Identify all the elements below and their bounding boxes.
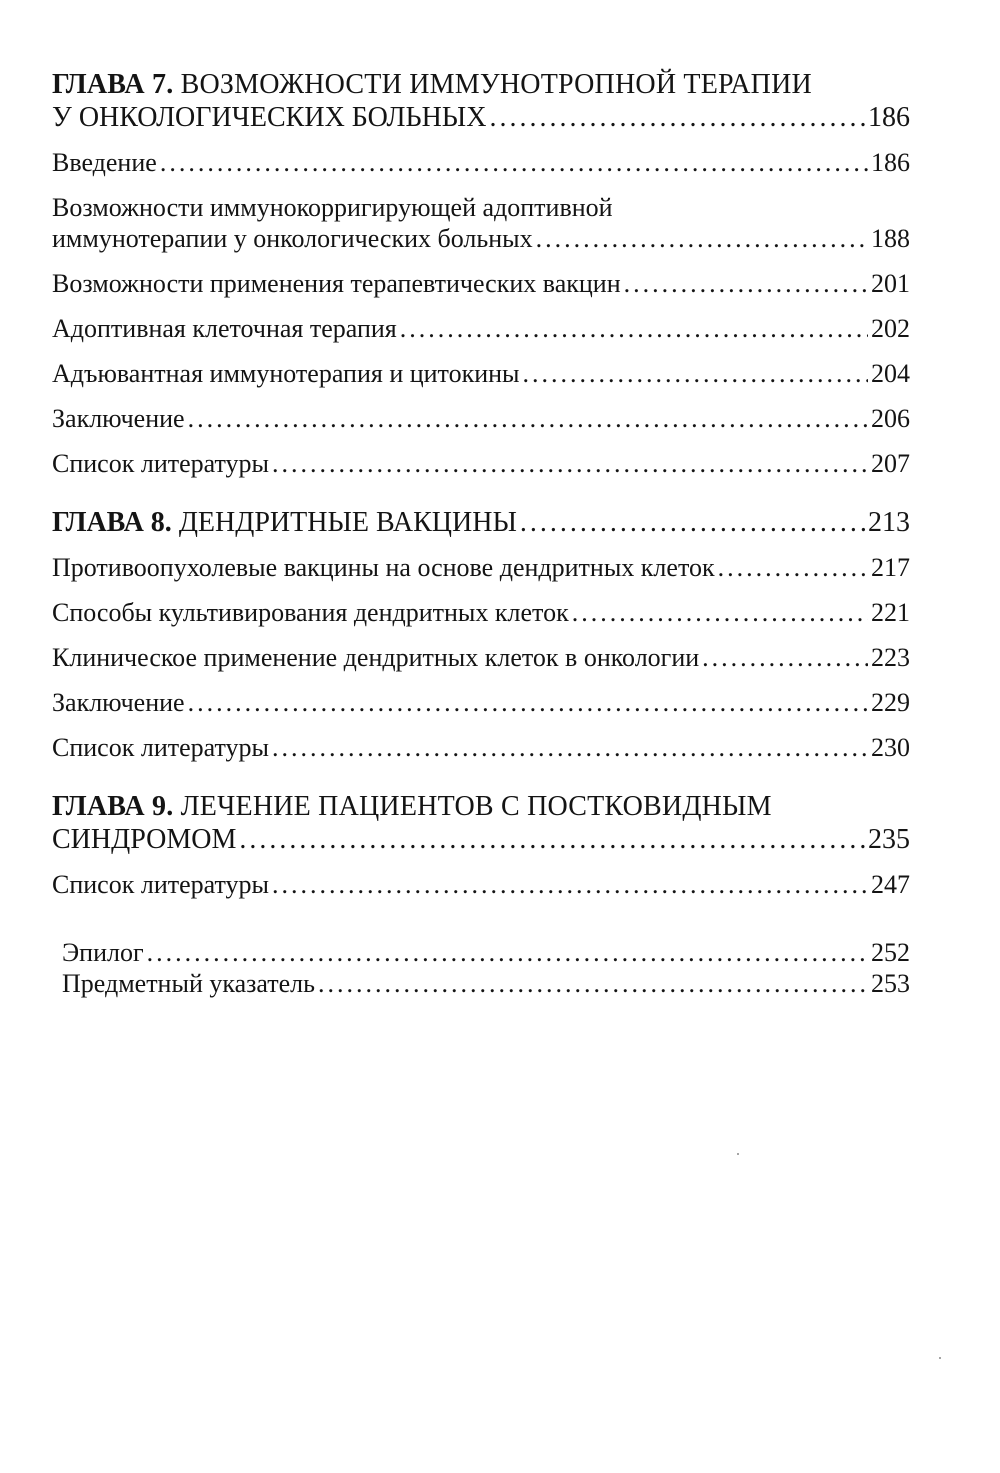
toc-entry [52, 192, 910, 255]
chapter-7 [52, 68, 910, 480]
entry-title: Способы культивирования дендритных клеток [52, 598, 569, 627]
page-number: 229 [871, 688, 910, 717]
chapter-number: ГЛАВА 8. [52, 507, 172, 538]
dot-leader [272, 732, 868, 764]
page-number: 206 [871, 404, 910, 433]
page-number: 221 [871, 598, 910, 627]
dot-leader [702, 642, 868, 674]
chapter-title: ДЕНДРИТНЫЕ ВАКЦИНЫ [171, 507, 517, 538]
page-number: 204 [871, 359, 910, 388]
page-number: 186 [868, 102, 910, 133]
toc-row [52, 101, 910, 134]
dot-leader [536, 223, 868, 255]
toc-entry [52, 687, 910, 719]
chapter-number: ГЛАВА 9. [52, 791, 174, 822]
page-number: 186 [871, 148, 910, 177]
toc-entry [52, 642, 910, 674]
entry-title: иммунотерапии у онкологических больных [52, 224, 533, 253]
entry-title: Адоптивная клеточная терапия [52, 314, 397, 343]
entry-title: Противоопухолевые вакцины на основе дендритных клеток [52, 553, 715, 582]
entry-title: Клиническое применение дендритных клеток в онкологии [52, 643, 700, 672]
dot-leader [520, 506, 865, 539]
entry-title-first-line: Возможности иммунокорригирующей адоптивной [52, 193, 613, 222]
dot-leader [400, 313, 868, 345]
chapter-title-continued: СИНДРОМОМ [52, 824, 237, 855]
dot-leader [489, 101, 865, 134]
chapter-heading [52, 68, 910, 134]
dot-leader [718, 552, 868, 584]
toc-entry [62, 937, 910, 968]
dot-leader [147, 937, 868, 968]
scan-speck [939, 1357, 941, 1359]
dot-leader [160, 147, 868, 179]
chapter-title: ЛЕЧЕНИЕ ПАЦИЕНТОВ С ПОСТКОВИДНЫМ [173, 791, 772, 822]
page-number: 252 [871, 938, 910, 967]
entry-title: Список литературы [52, 733, 269, 762]
chapter-title-continued: У ОНКОЛОГИЧЕСКИХ БОЛЬНЫХ [52, 102, 487, 133]
page-number: 207 [871, 449, 910, 478]
entry-title: Возможности применения терапевтических вакцин [52, 269, 621, 298]
page-number: 201 [871, 269, 910, 298]
toc-entry [52, 597, 910, 629]
page-number: 253 [871, 969, 910, 998]
chapter-number: ГЛАВА 7. [52, 69, 174, 100]
toc-entry [52, 552, 910, 584]
toc-entry [52, 732, 910, 764]
toc-entry [52, 268, 910, 300]
chapter-9 [52, 790, 910, 901]
toc-entry [52, 358, 910, 390]
scan-speck [737, 1153, 739, 1155]
chapter-title: ВОЗМОЖНОСТИ ИММУНОТРОПНОЙ ТЕРАПИИ [173, 69, 812, 100]
toc-row [52, 506, 910, 539]
page-number: 188 [871, 224, 910, 253]
dot-leader [523, 358, 868, 390]
page-number: 235 [868, 824, 910, 855]
dot-leader [624, 268, 868, 300]
chapter-heading [52, 790, 910, 856]
page-number: 230 [871, 733, 910, 762]
entry-title: Заключение [52, 688, 185, 717]
toc-entry [52, 448, 910, 480]
entry-title: Адъювантная иммунотерапия и цитокины [52, 359, 520, 388]
page-number: 217 [871, 553, 910, 582]
dot-leader [239, 823, 865, 856]
dot-leader [572, 597, 868, 629]
page-number: 223 [871, 643, 910, 672]
chapter-heading [52, 506, 910, 539]
toc-entry [52, 403, 910, 435]
entry-title: Введение [52, 148, 157, 177]
appendix-list [62, 937, 910, 999]
toc-entry [52, 869, 910, 901]
page-number: 202 [871, 314, 910, 343]
table-of-contents [52, 68, 910, 999]
entry-title: Список литературы [52, 449, 269, 478]
toc-entry [52, 313, 910, 345]
dot-leader [188, 403, 868, 435]
page-number: 247 [871, 870, 910, 899]
entry-title: Предметный указатель [62, 969, 316, 998]
toc-entry [62, 968, 910, 999]
toc-row [52, 823, 910, 856]
entry-title: Эпилог [62, 938, 144, 967]
chapter-8 [52, 506, 910, 764]
page-number: 213 [868, 507, 910, 538]
dot-leader [272, 869, 868, 901]
entry-title: Список литературы [52, 870, 269, 899]
toc-entry [52, 147, 910, 179]
dot-leader [272, 448, 868, 480]
dot-leader [318, 968, 868, 999]
dot-leader [188, 687, 868, 719]
entry-title: Заключение [52, 404, 185, 433]
